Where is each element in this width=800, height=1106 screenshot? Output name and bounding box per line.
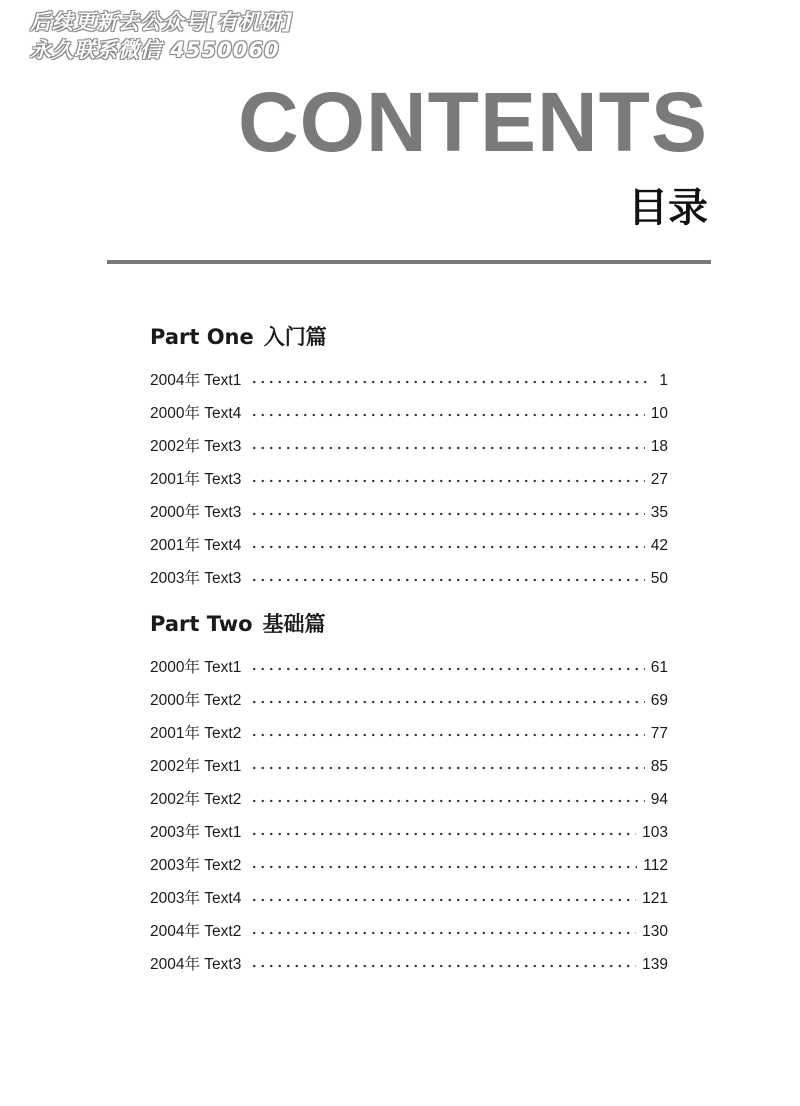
dot-leader <box>250 931 636 935</box>
toc-entry-page: 103 <box>642 824 668 841</box>
toc-entry-page: 130 <box>642 923 668 940</box>
dot-leader <box>250 479 644 483</box>
dot-leader <box>250 700 644 704</box>
toc-entry-page: 112 <box>643 857 668 874</box>
part-one-title <box>150 318 668 356</box>
dot-leader <box>250 898 636 902</box>
toc-entry-title: 2003年 Text2 <box>150 857 242 874</box>
toc-entry-page: 50 <box>650 570 668 587</box>
dot-leader <box>250 799 644 803</box>
toc-entry-title: 2003年 Text3 <box>150 570 242 587</box>
toc-entry-page: 69 <box>650 692 668 709</box>
toc-entry[interactable] <box>150 651 668 684</box>
dot-leader <box>250 766 644 770</box>
toc-entry-page: 27 <box>650 471 668 488</box>
dot-leader <box>250 733 644 737</box>
toc-entry[interactable] <box>150 816 668 849</box>
dot-leader <box>250 865 637 869</box>
toc-entry[interactable] <box>150 684 668 717</box>
toc-entry-page: 35 <box>650 504 668 521</box>
watermark <box>30 8 370 64</box>
toc-entry[interactable] <box>150 562 668 595</box>
dot-leader <box>250 545 644 549</box>
toc-entry-title: 2004年 Text2 <box>150 923 242 940</box>
part-two-section <box>150 605 668 981</box>
toc-entry-page: 77 <box>650 725 668 742</box>
watermark-line-1: 后续更新去公众号[有机研] <box>30 10 294 34</box>
dot-leader <box>250 964 636 968</box>
toc-entry-title: 2004年 Text1 <box>150 372 242 389</box>
toc-entry-page: 18 <box>650 438 668 455</box>
toc-entry[interactable] <box>150 783 668 816</box>
toc-entry[interactable] <box>150 430 668 463</box>
toc-entry[interactable] <box>150 750 668 783</box>
dot-leader <box>250 578 644 582</box>
toc-entry-title: 2002年 Text3 <box>150 438 242 455</box>
dot-leader <box>250 832 636 836</box>
toc-entry-title: 2000年 Text3 <box>150 504 242 521</box>
toc-entry-title: 2004年 Text3 <box>150 956 242 973</box>
toc-entry-title: 2000年 Text1 <box>150 659 242 676</box>
dot-leader <box>250 667 644 671</box>
toc-entry-page: 1 <box>659 372 668 389</box>
toc-entry-page: 94 <box>650 791 668 808</box>
contents-heading: CONTENTS <box>238 75 708 169</box>
dot-leader <box>250 380 652 384</box>
watermark-line-2: 永久联系微信 4550060 <box>30 38 280 62</box>
toc-entry[interactable] <box>150 948 668 981</box>
toc-entry-title: 2000年 Text4 <box>150 405 242 422</box>
toc-entry[interactable] <box>150 882 668 915</box>
toc-entry-page: 85 <box>650 758 668 775</box>
toc-entry[interactable] <box>150 397 668 430</box>
toc-entry-title: 2002年 Text2 <box>150 791 242 808</box>
table-of-contents <box>150 318 668 981</box>
heading-divider <box>107 260 711 264</box>
part-one-label-zh: 入门篇 <box>263 325 327 349</box>
part-two-title <box>150 605 668 643</box>
part-one-section <box>150 318 668 595</box>
toc-entry[interactable] <box>150 463 668 496</box>
toc-entry[interactable] <box>150 915 668 948</box>
toc-entry-title: 2001年 Text2 <box>150 725 242 742</box>
toc-entry-page: 121 <box>642 890 668 907</box>
toc-entry[interactable] <box>150 849 668 882</box>
toc-entry-title: 2002年 Text1 <box>150 758 242 775</box>
toc-entry[interactable] <box>150 529 668 562</box>
dot-leader <box>250 413 644 417</box>
toc-entry[interactable] <box>150 717 668 750</box>
toc-entry-title: 2001年 Text3 <box>150 471 242 488</box>
toc-entry[interactable] <box>150 364 668 397</box>
toc-entry-page: 42 <box>650 537 668 554</box>
toc-entry-title: 2000年 Text2 <box>150 692 242 709</box>
part-two-label-en: Part Two <box>150 612 253 636</box>
toc-entry-title: 2001年 Text4 <box>150 537 242 554</box>
part-one-label-en: Part One <box>150 325 254 349</box>
dot-leader <box>250 512 644 516</box>
toc-entry-page: 139 <box>642 956 668 973</box>
dot-leader <box>250 446 644 450</box>
toc-entry-title: 2003年 Text4 <box>150 890 242 907</box>
part-two-label-zh: 基础篇 <box>262 612 326 636</box>
toc-entry-title: 2003年 Text1 <box>150 824 242 841</box>
toc-entry-page: 10 <box>650 405 668 422</box>
toc-entry-page: 61 <box>650 659 668 676</box>
contents-heading-chinese: 目录 <box>628 185 708 231</box>
toc-entry[interactable] <box>150 496 668 529</box>
